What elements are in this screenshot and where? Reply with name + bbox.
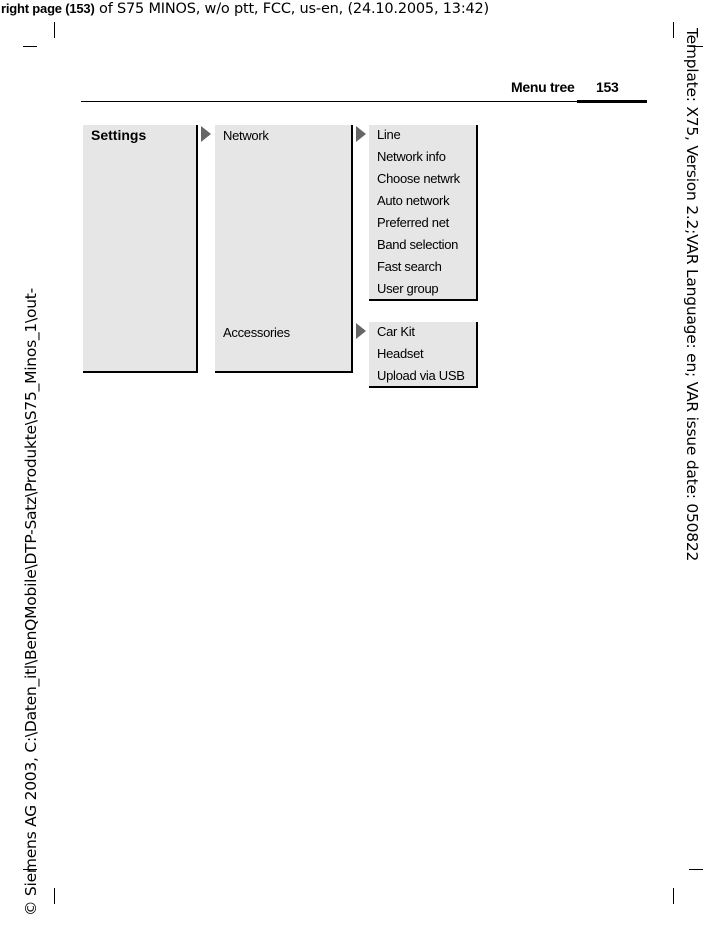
menu-accessories-items-box — [369, 322, 478, 388]
header-rule-accent — [577, 100, 647, 103]
menu-settings-box — [83, 125, 198, 373]
print-slug — [1, 0, 489, 18]
slug-details: of S75 MINOS, w/o ptt, FCC, us-en, (24.10.2005, 13:42) — [94, 1, 490, 17]
list-item: Band selection — [377, 237, 459, 252]
list-item: Choose netwrk — [377, 171, 460, 186]
list-item: User group — [377, 281, 439, 296]
crop-mark — [23, 46, 37, 47]
accessories-items-list — [377, 321, 465, 387]
list-item: Car Kit — [377, 324, 415, 339]
list-item: Fast search — [377, 259, 442, 274]
crop-mark — [54, 888, 55, 904]
list-item: Headset — [377, 346, 424, 361]
crop-mark — [673, 888, 674, 904]
arrow-right-icon — [356, 126, 366, 142]
network-items-list — [377, 124, 460, 300]
crop-mark — [673, 22, 674, 38]
list-item: Network info — [377, 149, 446, 164]
side-template-text: Template: X75, Version 2.2;VAR Language: en; VAR issue date: 050822 — [683, 28, 701, 562]
crop-mark — [54, 22, 55, 38]
list-item: Line — [377, 127, 401, 142]
menu-accessories-label: Accessories — [223, 325, 290, 340]
crop-mark — [689, 869, 703, 870]
list-item: Upload via USB — [377, 368, 465, 383]
menu-submenu-box — [215, 125, 353, 373]
arrow-right-icon — [201, 126, 211, 142]
menu-network-items-box — [369, 125, 478, 301]
menu-settings-label: Settings — [91, 127, 147, 143]
slug-page-label: right page (153) — [1, 1, 95, 16]
header-rule — [81, 101, 647, 102]
menu-network-label: Network — [223, 128, 269, 143]
list-item: Preferred net — [377, 215, 449, 230]
arrow-right-icon — [356, 323, 366, 339]
list-item: Auto network — [377, 193, 450, 208]
running-header-title: Menu tree — [511, 79, 575, 95]
page-number: 153 — [596, 79, 619, 95]
side-copyright-text: © Siemens AG 2003, C:\Daten_itl\BenQMobile\DTP-Satz\Produkte\S75_Minos_1\out- — [22, 288, 40, 916]
